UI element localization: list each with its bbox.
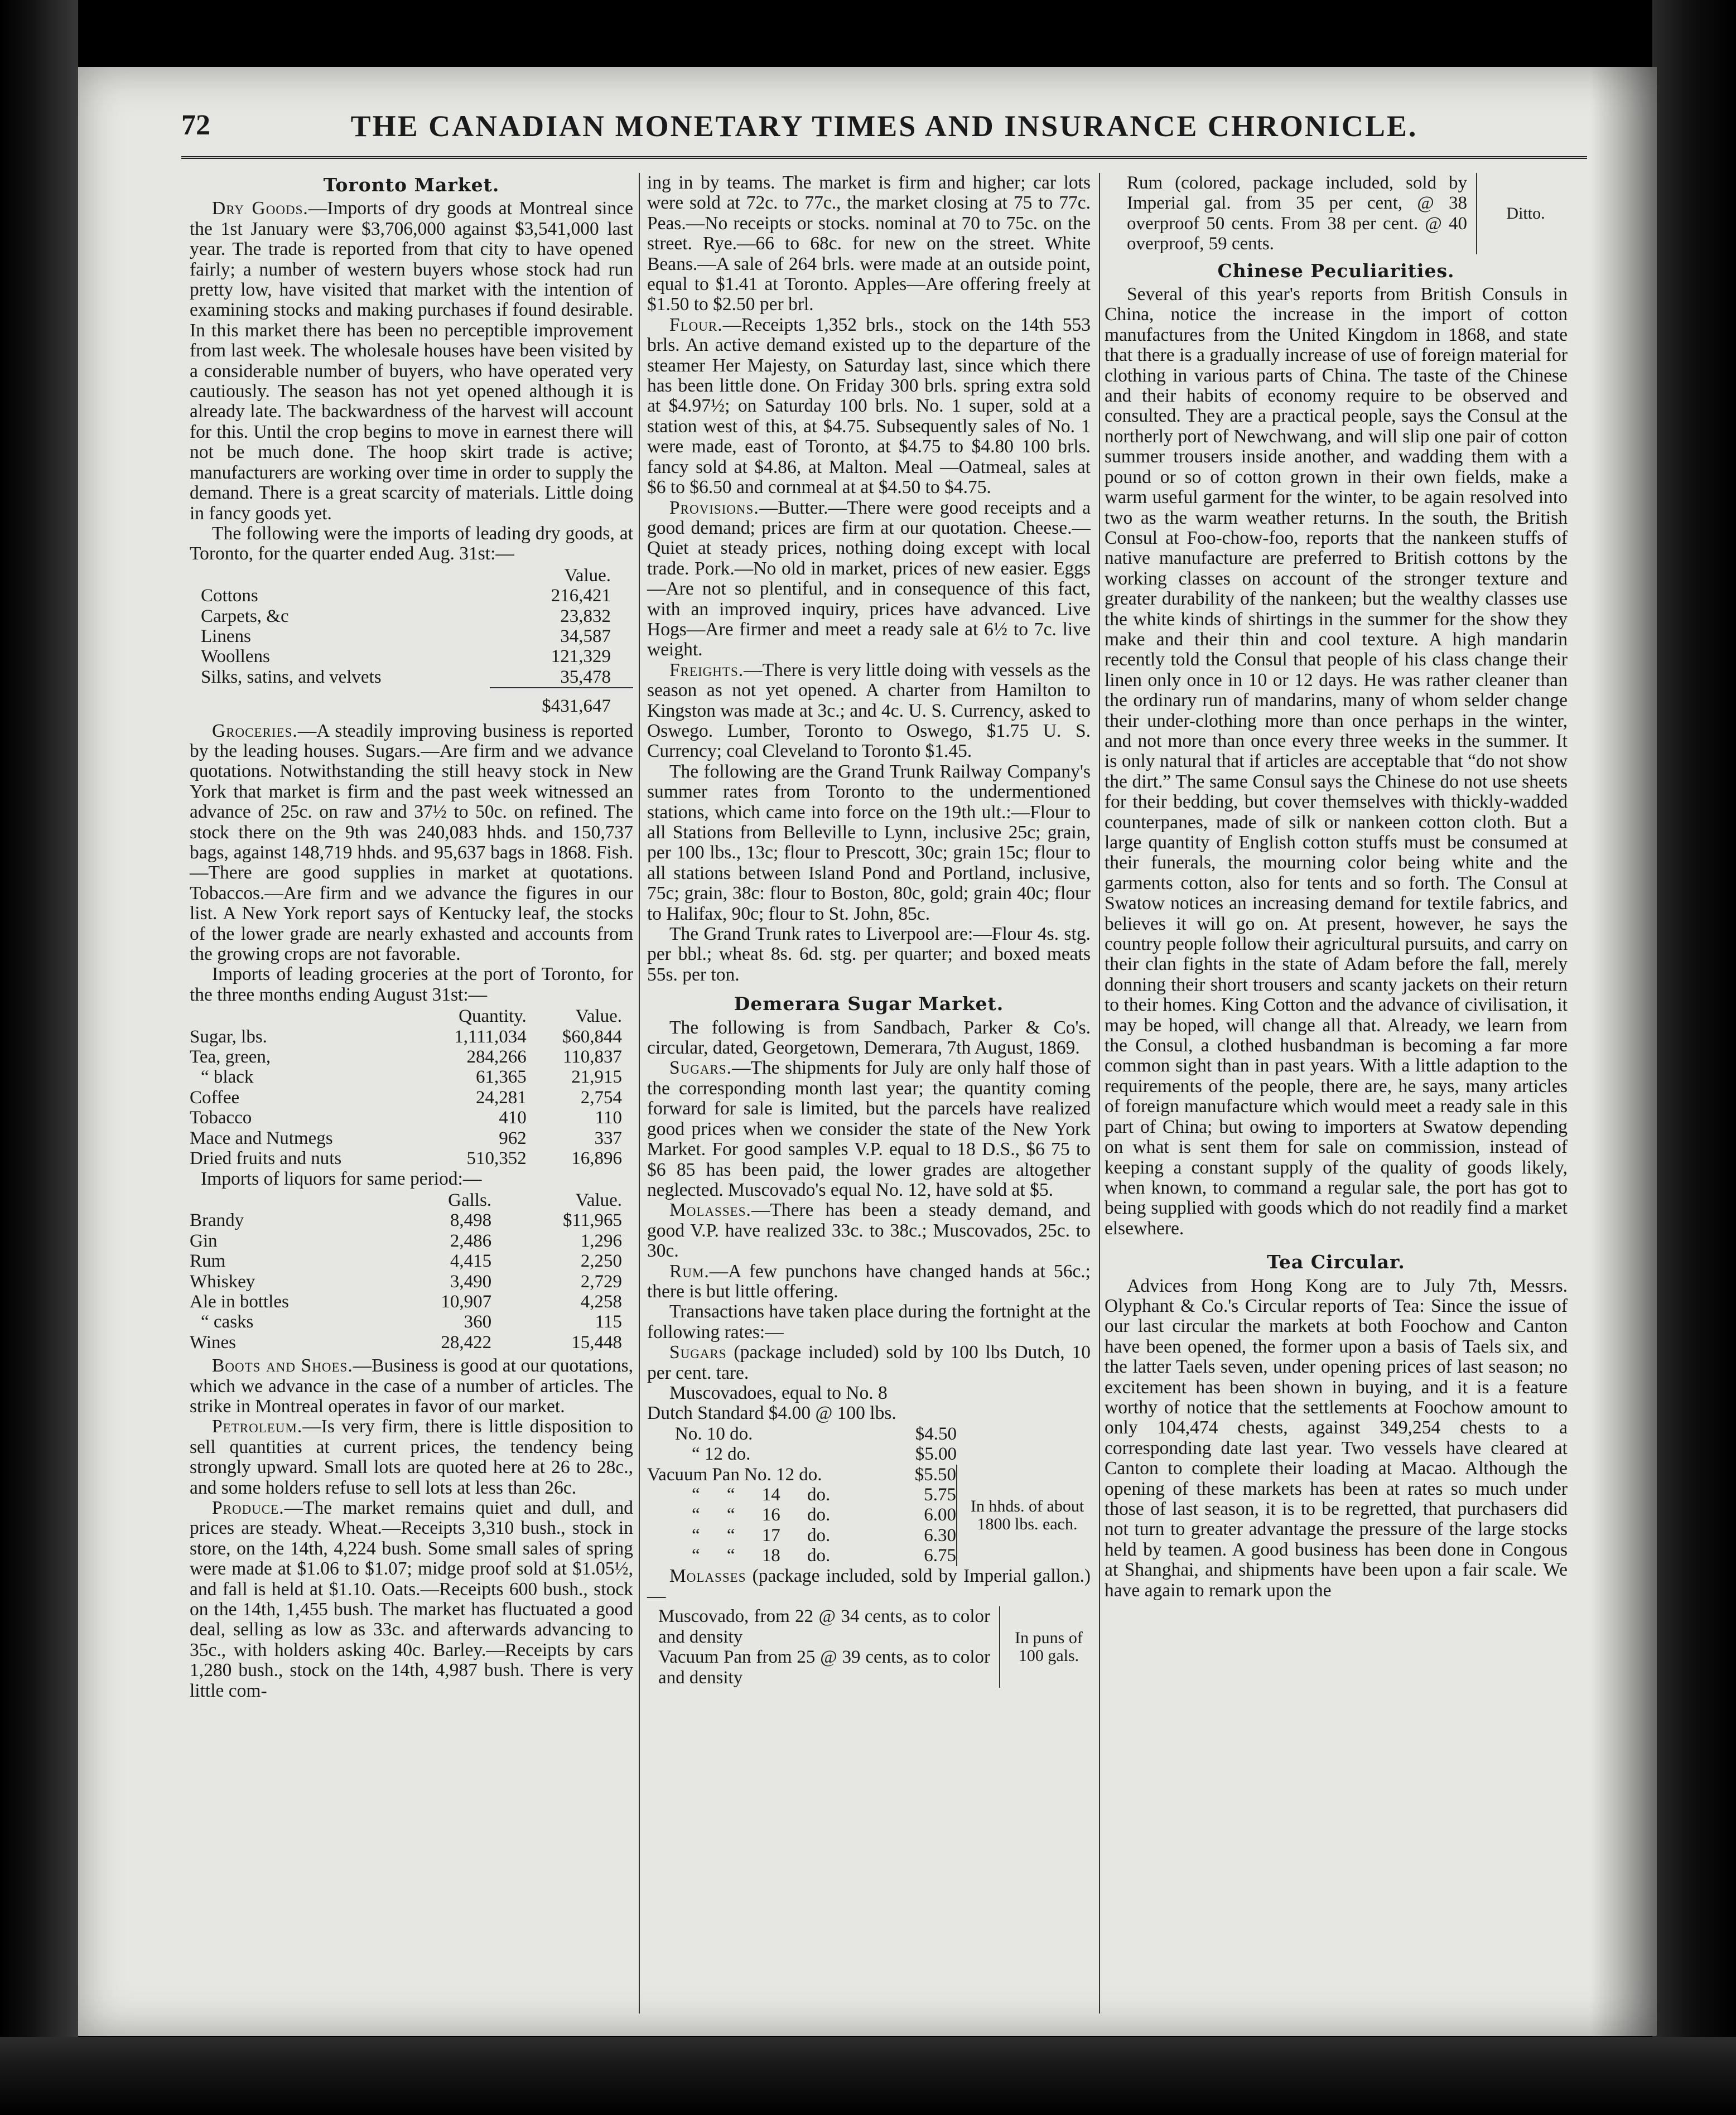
table-row: Woollens 121,329 — [201, 646, 611, 667]
column-1 — [190, 173, 633, 1701]
table-row: Muscovado, from 22 @ 34 cents, as to color and density In puns of 100 gals. — [647, 1606, 1091, 1647]
table-row: Linens 34,587 — [201, 626, 611, 646]
table-row: “ casks 360 115 — [201, 1312, 622, 1332]
header-value: Value. — [564, 565, 611, 586]
molasses-rates-table — [647, 1606, 1091, 1688]
table-row: Mace and Nutmegs 962 337 — [190, 1128, 622, 1148]
paragraph-molasses: Molasses.—There has been a steady demand, and good V.P. have realized 33c. to 38c.; Muscovados, 25c. to 30c. — [647, 1200, 1091, 1262]
table-row: Silks, satins, and velvets 35,478 — [201, 667, 611, 687]
paragraph-imports-intro: The following were the imports of leading dry goods, at Toronto, for the quarter ended Aug. 31st:— — [190, 523, 633, 564]
table-row: Vacuum Pan from 25 @ 39 cents, as to color and density — [658, 1647, 990, 1688]
paragraph-sugars-rates: Sugars (package included) sold by 100 lbs Dutch, 10 per cent. tare. — [647, 1342, 1091, 1383]
running-head — [181, 109, 1587, 159]
sugar-grades-table — [647, 1424, 1091, 1566]
table-row: “ “ 17 do. 6.30 — [692, 1525, 956, 1546]
paragraph-chinese-peculiarities: Several of this year's reports from British Consuls in China, notice the increase in the import of cotton manufactures from the United Kingdom in 1868, and state that there is a gradually increase of use of foreign material for clothing in various parts of China. The taste of the Chinese and their habits of economy require to be observed and consulted. They are a practical people, says the Consul at the northerly port of Newchwang, and will slip one pair of cotton summer trousers inside another, and wadding them with a pound or so of cotton grown in their own fields, make a warm useful garment for the winter, to be again resolved into two as the warm weather returns. In the south, the British Consul at Foo-chow-foo, reports that the nankeen stuffs of native manufacture are preferred to British cottons by the working classes on account of the stronger texture and greater durability of the nankeen; but the wealthy classes use the white kinds of shirtings in the summer for the show they make and their thin and cool texture. A high mandarin recently told the Consul that people of his class change their linen only once in 10 or 12 days. He was rather cleaner than the ordinary run of mandarins, many of whom selder change their under-clothing more than once perhaps in the winter, and not more than once every three weeks in the summer. It is only natural that if articles are acceptable that “do not show the dirt.” The same Consul says the Chinese do not use sheets for their bedding, but cover themselves with thickly-wadded counterpanes, made of silk or nankeen cotton cloth. But a large quantity of English cotton stuffs must be consumed at their funerals, the mourning color being white and the garments cotton, also for tents and so forth. The Consul at Swatow notices an increasing demand for textile fabrics, and believes it will go on. At present, however, he says the country people follow their agricultural pursuits, and carry on their clan fights in the state of Adam before the fall, merely donning their short trousers and scanty jackets on their return to their homes. King Cotton and the advance of civilisation, it may be hoped, will change all that. Already, we learn from the Consul, a clothed husbandman is becoming a far more common sight than in past years. With a little adaption to the requirements of the people, there are, he says, many articles of foreign manufacture which would meet a ready sale in this part of China; but owing to importers at Swatow depending on what is sent them for sale on commission, instead of keeping a constant supply of the quality of goods likely, when known, to command a regular sale, the port has got to being supplied with goods which do not readily find a market elsewhere. — [1105, 284, 1568, 1239]
rum-rates-table — [1105, 173, 1568, 254]
table-row: Coffee 24,281 2,754 — [190, 1087, 622, 1108]
paragraph-produce-continued: ing in by teams. The market is firm and higher; car lots were sold at 72c. to 77c., the market closing at 75 to 77c. Peas.—No receipts or stocks. nominal at 70 to 75c. on the street. Rye.—66 to 68c. for new on the street. White Beans.—A sale of 264 brls. were made at an outside point, equal to $1.41 at Toronto. Apples—Are offering freely at $1.50 to $2.50 per brl. — [647, 172, 1091, 315]
table-row: Sugar, lbs. 1,111,034 $60,844 — [190, 1026, 622, 1047]
column-3 — [1105, 173, 1568, 1601]
table-row: “ “ 16 do. 6.00 — [692, 1505, 956, 1525]
paragraph-transactions: Transactions have taken place during the fortnight at the following rates:— — [647, 1301, 1091, 1343]
paragraph-rum: Rum.—A few punchons have changed hands at 56c.; there is but little offering. — [647, 1261, 1091, 1302]
rum-rates-note: Ditto. — [1477, 173, 1568, 254]
scan-border-bottom — [0, 2037, 1736, 2115]
table-row: “ “ 14 do. 5.75 — [692, 1485, 956, 1505]
dutch-standard-line: Dutch Standard $4.00 @ 100 lbs. — [647, 1403, 896, 1424]
table-row: Gin 2,486 1,296 — [190, 1230, 622, 1251]
table-row: Tobacco 410 110 — [190, 1108, 622, 1128]
paragraph-flour: Flour.—Receipts 1,352 brls., stock on the 14th 553 brls. An active demand existed up to the departure of the steamer Her Majesty, on Saturday last, since which there has been little done. On Friday 300 brls. spring extra sold at $4.97½; on Saturday 100 brls. No. 1 super, sold at a station west of this, at $4.75. Subsequently sales of No. 1 were made, east of Toronto, at $4.75 to $4.80 100 brls. fancy sold at $4.86, at Malton. Meal —Oatmeal, sales at $6 to $6.50 and cornmeal at at $4.50 to $4.75. — [647, 314, 1091, 498]
table-row: “ black 61,365 21,915 — [201, 1067, 622, 1088]
molasses-rates-note: In puns of 100 gals. — [1000, 1606, 1091, 1688]
column-rule — [1099, 173, 1100, 2013]
paragraph-liverpool-rates: The Grand Trunk rates to Liverpool are:—Flour 4s. stg. per bbl.; wheat 8s. 6d. stg. per quarter; and boxed meats 55s. per ton. — [647, 924, 1091, 985]
table-total-row — [190, 688, 633, 716]
paragraph-tea-circular: Advices from Hong Kong are to July 7th, Messrs. Olyphant & Co.'s Circular reports of Tea: Since the issue of our last circular the markets at both Foochow and Canton have been opened, the former upon a basis of Taels six, and the latter Taels seven, under opening prices of last season; no excitement has been shown in buying, and it is a feature worthy of notice that the settlements at Foochow amount to only 104,474 chests, against 349,254 chests to a corresponding date last year. Two vessels have cleared at Canton to complete their loading at Macao. Although the opening of these markets has been at rates so much under those of last season, it is to be regretted, that purchasers did not turn to greater advantage the pressure of the large stocks held by teamen. A good business has been done in Congous at Shanghai, and shipments have been upon a fair scale. We have again to remark upon the — [1105, 1275, 1568, 1601]
section-heading-tea-circular: Tea Circular. — [1267, 1251, 1405, 1273]
table-row: Wines 28,422 15,448 — [190, 1332, 622, 1353]
column-2 — [647, 173, 1091, 1688]
table-row: Rum (colored, package included, sold by Imperial gal. from 35 per cent, @ 38 overproof 50 cents. From 38 per cent. @ 40 overproof, 59 cents. Ditto. — [1105, 173, 1568, 254]
dry-goods-imports-table — [190, 564, 633, 717]
binding-shadow — [1590, 67, 1657, 2036]
table-row: Tea, green, 284,266 110,837 — [190, 1047, 622, 1068]
section-heading-demerara: Demerara Sugar Market. — [734, 993, 1004, 1015]
paragraph-dry-goods — [190, 199, 633, 524]
paragraph-grand-trunk-rates: The following are the Grand Trunk Railway Company's summer rates from Toronto to the undermentioned stations, which came into force on the 19th ult.:—Flour to all Stations from Belleville to Lynn, inclusive 25c; grain, per 100 lbs., 13c; flour to Prescott, 30c; grain 15c; flour to all stations between Island Pond and Portland, inclusive, 75c; grain, 38c: flour to Boston, 80c, gold; grain 40c; flour to Halifax, 90c; flour to St. John, 85c. — [647, 761, 1091, 924]
groceries-imports-table: Quantity. Value. Sugar, lbs. 1,111,034 $60,844 Tea, green, 284,266 110,837 “ black 61,365 21,915 Coffee 24,281 2,754 Tobacco 410 110 Mace and Nutmegs 962 337 Dried fruits and nuts 510,352 16,896 — [190, 1005, 633, 1168]
table-row: No. 10 do. $4.50 — [675, 1423, 957, 1444]
page-number: 72 — [181, 109, 210, 141]
paragraph-petroleum: Petroleum.—Is very firm, there is little disposition to sell quantities at current prices, the tendency being strongly upward. Small lots are quoted here at 26 to 28c., and some holders refuse to sell lots at less than 26c. — [190, 1416, 633, 1498]
table-row: Brandy 8,498 $11,965 — [190, 1210, 622, 1231]
column-rule — [639, 173, 640, 2013]
liquors-imports-table: Galls. Value. Brandy 8,498 $11,965 Gin 2,486 1,296 Rum 4,415 2,250 Whiskey 3,490 2,729 Ale in bottles 10,907 4,258 “ casks 360 115 Wines 28,422 15,448 — [190, 1189, 633, 1353]
table-row: Ale in bottles 10,907 4,258 — [190, 1291, 622, 1312]
paragraph-provisions: Provisions.—Butter.—There were good receipts and a good demand; prices are firm at our quotation. Cheese.—Quiet at steady prices, nothing doing except with local trade. Pork.—No old in market, prices of new easier. Eggs—Are not so plentiful, and in consequence of this fact, with an improved inquiry, prices have advanced. Live Hogs—Are firmer and meet a ready sale at 6½ to 7c. live weight. — [647, 497, 1091, 660]
table-row: Whiskey 3,490 2,729 — [190, 1271, 622, 1292]
journal-title: THE CANADIAN MONETARY TIMES AND INSURANCE CHRONICLE. — [350, 109, 1418, 143]
text-dry-goods: —Imports of dry goods at Montreal since the 1st January were $3,706,000 against $3,541,000 last year. The trade is reported from that city to have opened fairly; a number of western buyers whose stock had run pretty low, have visited that market with the intention of examining stocks and making purchases if found desirable. In this market there has been no perceptible improvement from last week. The wholesale houses have been visited by a considerable number of buyers, who have operated very cautiously. The season has not yet opened although it is already late. The backwardness of the harvest will account for this. Until the crop begins to move in earnest there will not be much done. The hoop skirt trade is active; manufacturers are working over time in order to supply the demand. There is a great scarcity of materials. Little doing in fancy goods yet. — [190, 198, 633, 524]
newspaper-page — [78, 67, 1657, 2036]
section-heading-toronto-market: Toronto Market. — [323, 174, 500, 196]
sugar-grades-note: In hhds. of about 1800 lbs. each. — [957, 1465, 1091, 1566]
paragraph-molasses-rates: Molasses (package included, sold by Imperial gallon.)— — [647, 1565, 1091, 1607]
paragraph-produce: Produce.—The market remains quiet and dull, and prices are steady. Wheat.—Receipts 3,310 bush., stock in store, on the 14th, 4,224 bush. Some small sales of spring were made at $1.06 to $1.07; midge proof sold at $1.05½, and fall is held at $1.10. Oats.—Receipts 600 bush., stock on the 14th, 1,455 bush. The market has fluctuated a good deal, selling as low as 33c. and afterwards advancing to 35c., with holders asking 40c. Barley.—Receipts by cars 1,280 bush., stock on the 14th, 4,987 bush. There is very little com- — [190, 1498, 633, 1701]
paragraph-groceries: Groceries.—A steadily improving business is reported by the leading houses. Sugars.—Are firm and we advance quotations. Notwithstanding the still heavy stock in New York that market is firm and the past week witnessed an advance of 25c. on raw and 37½ to 50c. on refined. The stock there on the 9th was 240,083 hhds. and 150,737 bags, against 148,719 hhds. and 95,637 bags in 1868. Fish.—There are good supplies in market at quotations. Tobaccos.—Are firm and we advance the figures in our list. A New York report says of Kentucky leaf, the stocks of the lower grade are nearly exhasted and accounts from the growing crops are not favorable. — [190, 720, 633, 965]
table-row: Cottons 216,421 — [201, 586, 611, 606]
table-row: Carpets, &c 23,832 — [201, 606, 611, 626]
scan-border-right — [1652, 0, 1736, 2115]
scan-border-left — [0, 0, 78, 2115]
paragraph-boots-shoes: Boots and Shoes.—Business is good at our quotations, which we advance in the case of a number of articles. The strike in Montreal operates in favor of our market. — [190, 1355, 633, 1417]
lead-dry-goods: Dry Goods. — [212, 198, 308, 219]
table-row: Vacuum Pan No. 12 do. $5.50 In hhds. of about 1800 lbs. each. — [647, 1465, 1091, 1485]
paragraph-groceries-imports-intro: Imports of leading groceries at the port of Toronto, for the three months ending August 31st:— — [190, 964, 633, 1005]
paragraph-sugars: Sugars.—The shipments for July are only half those of the corresponding month last year; the quantity coming forward for sale is limited, but the parcels have realized good prices when we consider the state of the New York Market. For good samples V.P. equal to 18 D.S., $6 75 to $6 85 has been paid, the lower grades are altogether neglected. Muscovado's equal No. 12, have sold at $5. — [647, 1058, 1091, 1200]
muscovadoes-line: Muscovadoes, equal to No. 8 — [669, 1382, 888, 1403]
table-row: “ 12 do. $5.00 — [692, 1444, 957, 1465]
table-row: Rum 4,415 2,250 — [190, 1251, 622, 1272]
section-heading-chinese: Chinese Peculiarities. — [1217, 259, 1455, 282]
table-row: Dried fruits and nuts 510,352 16,896 — [190, 1148, 622, 1169]
paragraph-freights: Freights.—There is very little doing with vessels as the season as not yet opened. A charter from Hamilton to Kingston was made at 3c.; and 4c. U. S. Currency, asked to Oswego. Lumber, Toronto to Oswego, $1.75 U. S. Currency; coal Cleveland to Toronto $1.45. — [647, 659, 1091, 762]
imports-total: $431,647 — [490, 688, 633, 716]
paragraph-demerara-intro: The following is from Sandbach, Parker & Co's. circular, dated, Georgetown, Demerara, 7th August, 1869. — [647, 1017, 1091, 1059]
header-rule — [181, 156, 1587, 159]
liquors-intro: Imports of liquors for same period:— — [201, 1168, 482, 1189]
table-row: “ “ 18 do. 6.75 — [692, 1546, 956, 1566]
